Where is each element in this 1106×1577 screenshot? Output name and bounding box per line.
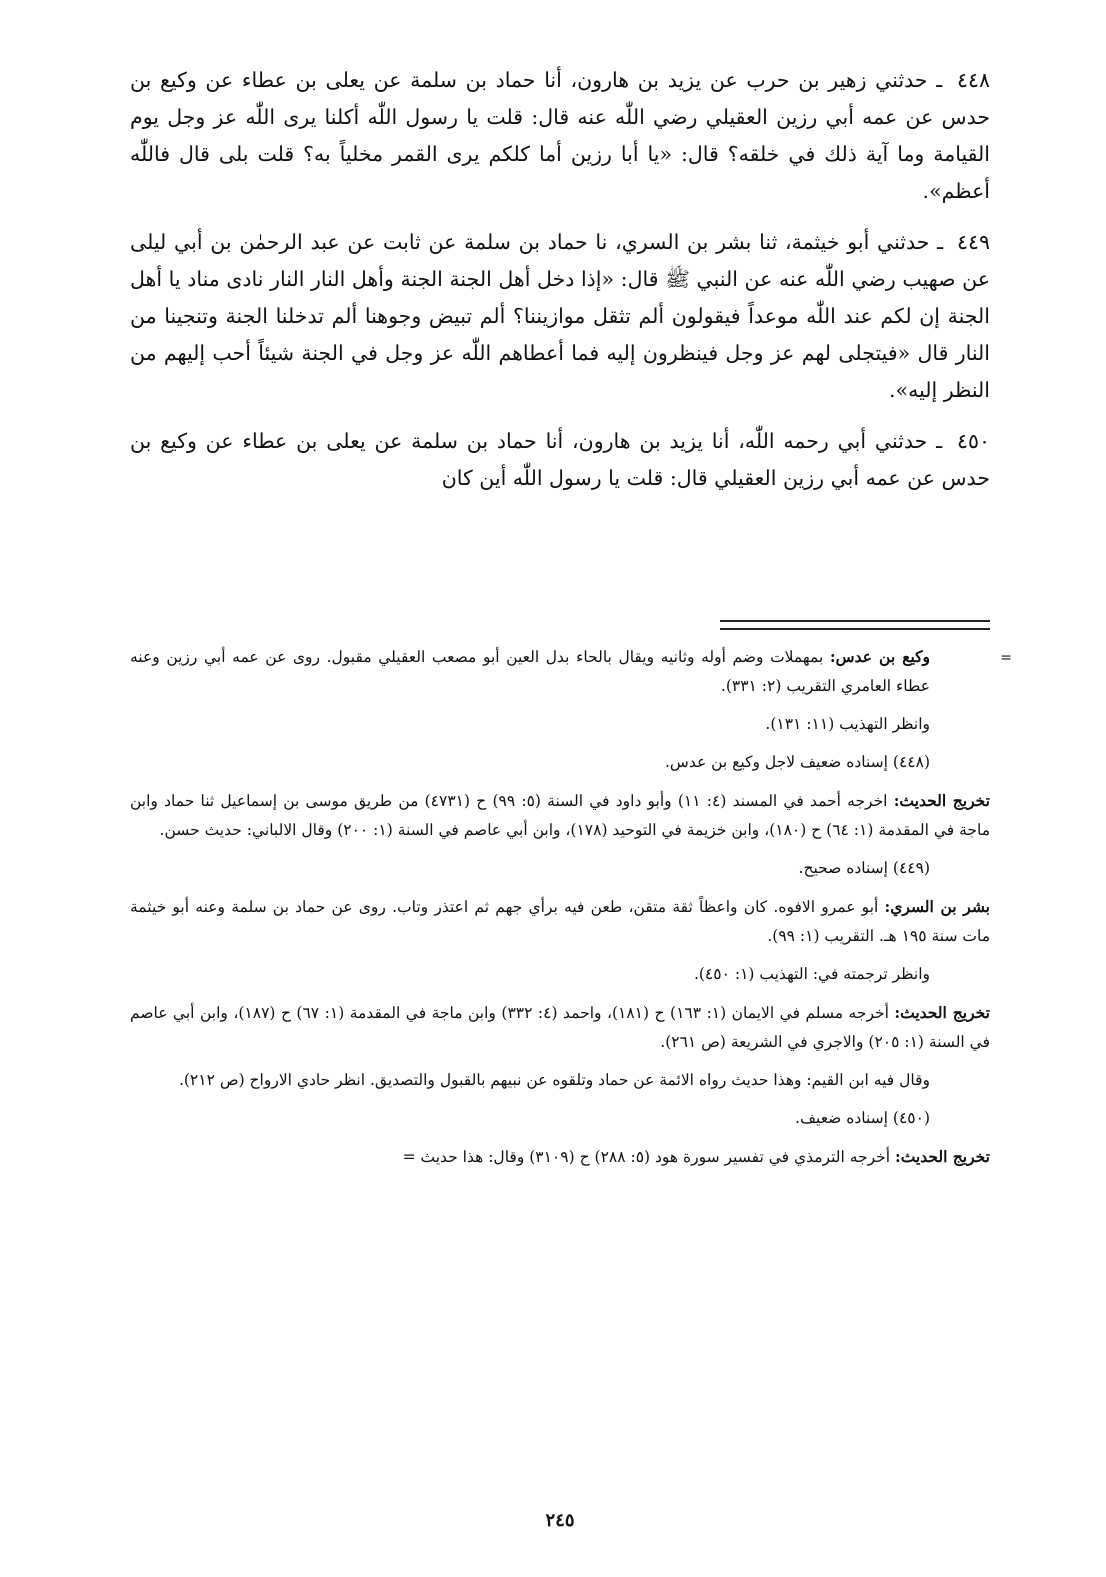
page-number: ٢٤٥ [545,1510,575,1531]
footnote-takhrij-450 [130,1142,990,1172]
footnote-ibn-qayyim: وقال فيه ابن القيم: وهذا حديث رواه الائمة عن حماد وتلقوه عن نبيهم بالقبول والتصديق. انظر حادي الارواح (ص ٢١٢). [178,1071,930,1089]
hadith-text: ـ حدثني أبي رحمه اللّٰه، أنا يزيد بن هارون، أنا حماد بن سلمة عن يعلى بن عطاء عن وكيع بن حدس عن عمه أبي رزين العقيلي قال: قلت يا رسول اللّٰه أين كان [130,429,990,490]
hadith-text: ـ حدثني زهير بن حرب عن يزيد بن هارون، أنا حماد بن سلمة عن يعلى بن عطاء عن وكيع بن حدس عن عمه أبي رزين العقيلي رضي اللّٰه عنه قال: قلت يا رسول اللّٰه أكلنا يرى اللّٰه عز وجل يوم القيامة وما آية ذلك في خلقه؟ قال: «يا أبا رزين أما كلكم يرى القمر مخلياً به؟ قلت بلى قال فاللّٰه أعظم». [130,68,990,203]
footnote-label: تخريج الحديث: [894,1147,990,1166]
footnote-takhrij-448 [130,786,990,845]
footnote-label: تخريج الحديث: [894,1003,990,1022]
footnote-text: أخرجه مسلم في الايمان (١: ١٦٣) ح (١٨١)، واحمد (٤: ٣٣٢) وابن ماجة في المقدمة (١: ٦٧) ح (١٨٧)، وابن أبي عاصم في السنة (١: ٢٠٥) والاجري في الشريعة (ص ٢٦١). [130,1004,990,1051]
hadith-number: ٤٤٩ [956,230,990,254]
footnotes [130,642,1012,1181]
footnote-label: بشر بن السري: [884,897,990,916]
footnote-tahdhib: وانظر التهذيب (١١: ١٣١). [765,715,930,733]
footnote-text: أبو عمرو الافوه. كان واعظاً ثقة متقن، طعن فيه برأي جهم ثم اعتذر وتاب. روى عن حماد بن سلمة وعنه أبو خيثمة مات سنة ١٩٥ هـ. التقريب (١: ٩٩). [130,898,990,945]
hadith-449 [130,224,990,409]
footnote-label: تخريج الحديث: [893,791,990,810]
footnote-isnad-449: (٤٤٩) إسناده صحيح. [798,859,930,877]
footnote-isnad-448: (٤٤٨) إسناده ضعيف لاجل وكيع بن عدس. [664,753,930,771]
footnote-takhrij-449 [130,998,990,1057]
footnote-label: وكيع بن عدس: [829,647,930,666]
footnote-text: أخرجه الترمذي في تفسير سورة هود (٥: ٢٨٨) ح (٣١٠٩) وقال: هذا حديث = [402,1148,891,1166]
hadith-text: ـ حدثني أبو خيثمة، ثنا بشر بن السري، نا حماد بن سلمة عن ثابت عن عبد الرحمٰن بن أبي ليلى عن صهيب رضي اللّٰه عنه عن النبي ﷺ قال: «إذا دخل أهل الجنة الجنة وأهل النار النار نادى مناد يا أهل الجنة إن لكم عند اللّٰه موعداً فيقولون ألم تثقل موازيننا؟ ألم تبيض وجوهنا ألم تدخلنا الجنة وتنجينا من النار قال «فيتجلى لهم عز وجل فينظرون إليه فما أعطاهم اللّٰه عز وجل في الجنة شيئاً أحب إليهم من النظر إليه». [130,230,990,402]
footnote-waki [130,642,990,701]
continuation-mark: = [1000,650,1012,666]
hadith-number: ٤٥٠ [956,429,990,453]
page-body [130,62,1012,1531]
hadith-448 [130,62,990,210]
footnote-tarjama: وانظر ترجمته في: التهذيب (١: ٤٥٠). [693,965,930,983]
footnote-text: اخرجه أحمد في المسند (٤: ١١) وأبو داود في السنة (٥: ٩٩) ح (٤٧٣١) من طريق موسى بن إسماعيل ثنا حماد وابن ماجة في المقدمة (١: ٦٤) ح (١٨٠)، وابن خزيمة في التوحيد (١٧٨)، وابن أبي عاصم في السنة (١: ٢٠٠) وقال الالباني: حديث حسن. [130,792,990,839]
footnote-divider [720,620,990,630]
hadith-450 [130,423,990,497]
footnote-bishr [130,892,990,951]
footnote-text: بمهملات وضم أوله وثانيه ويقال بالحاء بدل العين أبو مصعب العقيلي مقبول. روى عن عمه أبي رزين وعنه عطاء العامري التقريب (٢: ٣٣١). [130,648,930,695]
hadith-number: ٤٤٨ [956,68,990,92]
footnote-isnad-450: (٤٥٠) إسناده ضعيف. [795,1109,930,1127]
main-text [130,62,990,497]
